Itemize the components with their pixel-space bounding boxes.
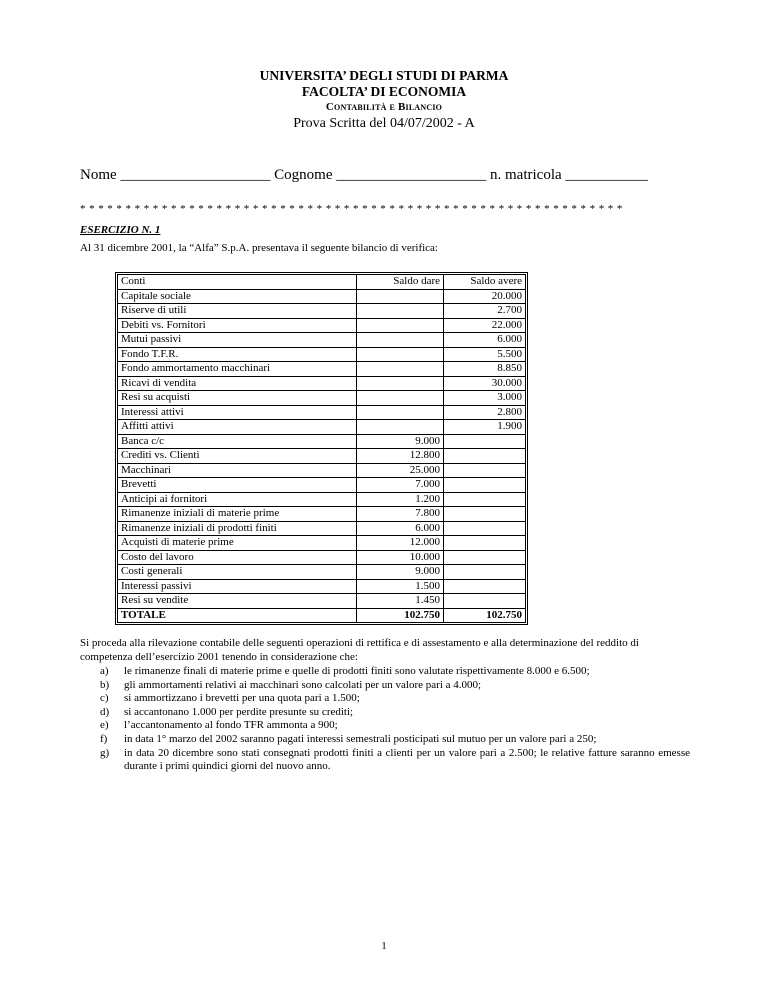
credit-value bbox=[444, 536, 525, 551]
table-row bbox=[118, 478, 525, 493]
table-row bbox=[118, 493, 525, 508]
debit-value: 1.500 bbox=[357, 580, 444, 595]
list-item bbox=[100, 706, 690, 720]
credit-value bbox=[444, 478, 525, 493]
account-name: Capitale sociale bbox=[118, 290, 357, 305]
debit-value bbox=[357, 348, 444, 363]
account-name: Interessi passivi bbox=[118, 580, 357, 595]
debit-value bbox=[357, 290, 444, 305]
credit-value bbox=[444, 464, 525, 479]
item-text: si ammortizzano i brevetti per una quota pari a 1.500; bbox=[124, 692, 360, 705]
item-text: gli ammortamenti relativi ai macchinari sono calcolati per un valore pari a 4.000; bbox=[124, 678, 482, 691]
account-name: Costi generali bbox=[118, 565, 357, 580]
table-row bbox=[118, 594, 525, 609]
credit-value: 2.800 bbox=[444, 406, 525, 421]
debit-value: 7.800 bbox=[357, 507, 444, 522]
table-row bbox=[118, 522, 525, 537]
table-row bbox=[118, 449, 525, 464]
list-item bbox=[100, 665, 690, 679]
cognome-field: Cognome ____________________ bbox=[274, 167, 487, 183]
item-label: b) bbox=[100, 678, 110, 691]
account-name: Acquisti di materie prime bbox=[118, 536, 357, 551]
course-title: Contabilità e Bilancio bbox=[325, 101, 443, 113]
table-row bbox=[118, 391, 525, 406]
credit-value: 2.700 bbox=[444, 304, 525, 319]
account-name: Rimanenze iniziali di materie prime bbox=[118, 507, 357, 522]
debit-value: 12.000 bbox=[357, 536, 444, 551]
star-separator: ************************************************************ bbox=[80, 203, 626, 215]
total-row bbox=[118, 609, 525, 623]
item-text: si accantonano 1.000 per perdite presunte su crediti; bbox=[124, 705, 354, 718]
item-text: in data 1° marzo del 2002 saranno pagati interessi semestrali posticipati sul mutuo per un valore pari a 250; bbox=[124, 732, 597, 745]
table-row bbox=[118, 507, 525, 522]
credit-value bbox=[444, 522, 525, 537]
exercise-intro: Al 31 dicembre 2001, la “Alfa” S.p.A. presentava il seguente bilancio di verifica: bbox=[80, 242, 438, 254]
credit-value: 6.000 bbox=[444, 333, 525, 348]
account-name: Banca c/c bbox=[118, 435, 357, 450]
debit-value bbox=[357, 333, 444, 348]
matricola-field: n. matricola ___________ bbox=[490, 167, 648, 183]
debit-value bbox=[357, 420, 444, 435]
account-name: Fondo ammortamento macchinari bbox=[118, 362, 357, 377]
table-row bbox=[118, 565, 525, 580]
credit-value: 1.900 bbox=[444, 420, 525, 435]
credit-value bbox=[444, 435, 525, 450]
trial-balance-table-wrap bbox=[115, 272, 528, 625]
credit-value: 5.500 bbox=[444, 348, 525, 363]
list-item bbox=[100, 719, 690, 733]
item-text: l’accantonamento al fondo TFR ammonta a 900; bbox=[124, 719, 338, 732]
debit-value: 7.000 bbox=[357, 478, 444, 493]
item-label: g) bbox=[100, 746, 110, 759]
debit-value: 9.000 bbox=[357, 565, 444, 580]
debit-value: 9.000 bbox=[357, 435, 444, 450]
account-name: Debiti vs. Fornitori bbox=[118, 319, 357, 334]
credit-value bbox=[444, 493, 525, 508]
page-number: 1 bbox=[381, 940, 387, 952]
header-conti: Conti bbox=[118, 275, 357, 290]
item-text: in data 20 dicembre sono stati consegnati prodotti finiti a clienti per un valore pari a 2.500; le relative fatture saranno emesse durante i primi quindici giorni del nuovo anno. bbox=[124, 746, 690, 773]
item-label: a) bbox=[100, 665, 109, 677]
account-name: Mutui passivi bbox=[118, 333, 357, 348]
account-name: Resi su vendite bbox=[118, 594, 357, 609]
credit-value: 3.000 bbox=[444, 391, 525, 406]
table-row bbox=[118, 362, 525, 377]
debit-value bbox=[357, 304, 444, 319]
table-row bbox=[118, 435, 525, 450]
table-row bbox=[118, 290, 525, 305]
adjustments-list bbox=[100, 665, 690, 774]
total-credit: 102.750 bbox=[486, 608, 522, 621]
credit-value: 22.000 bbox=[444, 319, 525, 334]
total-debit: 102.750 bbox=[357, 609, 444, 623]
table-row bbox=[118, 333, 525, 348]
exercise-heading: ESERCIZIO N. 1 bbox=[80, 224, 161, 236]
table-header-row bbox=[118, 275, 525, 290]
credit-value bbox=[444, 449, 525, 464]
nome-field: Nome ____________________ bbox=[80, 167, 271, 183]
credit-value bbox=[444, 565, 525, 580]
account-name: Macchinari bbox=[118, 464, 357, 479]
account-name: Anticipi ai fornitori bbox=[118, 493, 357, 508]
table-row bbox=[118, 536, 525, 551]
credit-value: 20.000 bbox=[444, 290, 525, 305]
university-title: UNIVERSITA’ DEGLI STUDI DI PARMA bbox=[259, 68, 509, 83]
debit-value bbox=[357, 406, 444, 421]
credit-value: 8.850 bbox=[444, 362, 525, 377]
item-label: d) bbox=[100, 705, 110, 718]
header-saldo-dare: Saldo dare bbox=[357, 275, 444, 290]
item-label: c) bbox=[100, 692, 109, 705]
header-saldo-avere: Saldo avere bbox=[444, 275, 525, 290]
total-label: TOTALE bbox=[118, 609, 357, 623]
account-name: Affitti attivi bbox=[118, 420, 357, 435]
account-name: Ricavi di vendita bbox=[118, 377, 357, 392]
credit-value: 30.000 bbox=[444, 377, 525, 392]
table-row bbox=[118, 319, 525, 334]
item-text: le rimanenze finali di materie prime e quelle di prodotti finiti sono valutate rispettivamente 8.000 e 6.500; bbox=[124, 665, 590, 677]
account-name: Fondo T.F.R. bbox=[118, 348, 357, 363]
item-label: e) bbox=[100, 719, 109, 732]
faculty-title: FACOLTA’ DI ECONOMIA bbox=[301, 84, 467, 99]
table-row bbox=[118, 580, 525, 595]
table-row bbox=[118, 377, 525, 392]
table-row bbox=[118, 464, 525, 479]
table-row bbox=[118, 304, 525, 319]
table-row bbox=[118, 420, 525, 435]
list-item bbox=[100, 679, 690, 693]
debit-value bbox=[357, 362, 444, 377]
trial-balance-table bbox=[115, 272, 528, 625]
list-item bbox=[100, 747, 690, 774]
list-item bbox=[100, 733, 690, 747]
debit-value: 10.000 bbox=[357, 551, 444, 566]
debit-value bbox=[357, 377, 444, 392]
item-label: f) bbox=[100, 732, 108, 745]
list-item bbox=[100, 692, 690, 706]
account-name: Resi su acquisti bbox=[118, 391, 357, 406]
account-name: Riserve di utili bbox=[118, 304, 357, 319]
debit-value: 6.000 bbox=[357, 522, 444, 537]
account-name: Rimanenze iniziali di prodotti finiti bbox=[118, 522, 357, 537]
account-name: Crediti vs. Clienti bbox=[118, 449, 357, 464]
credit-value bbox=[444, 594, 525, 609]
instructions-paragraph: Si proceda alla rilevazione contabile delle seguenti operazioni di rettifica e di assestamento e alla determinazione del reddito di competenza dell’esercizio 2001 tenendo in considerazione che: bbox=[80, 637, 639, 663]
debit-value bbox=[357, 391, 444, 406]
credit-value bbox=[444, 507, 525, 522]
table-row bbox=[118, 348, 525, 363]
credit-value bbox=[444, 551, 525, 566]
account-name: Costo del lavoro bbox=[118, 551, 357, 566]
debit-value: 12.800 bbox=[357, 449, 444, 464]
debit-value: 1.200 bbox=[357, 493, 444, 508]
debit-value: 25.000 bbox=[357, 464, 444, 479]
debit-value bbox=[357, 319, 444, 334]
credit-value bbox=[444, 580, 525, 595]
account-name: Interessi attivi bbox=[118, 406, 357, 421]
exam-title: Prova Scritta del 04/07/2002 - A bbox=[293, 116, 475, 131]
table-row bbox=[118, 406, 525, 421]
debit-value: 1.450 bbox=[357, 594, 444, 609]
table-row bbox=[118, 551, 525, 566]
student-fields bbox=[80, 166, 648, 184]
account-name: Brevetti bbox=[118, 478, 357, 493]
